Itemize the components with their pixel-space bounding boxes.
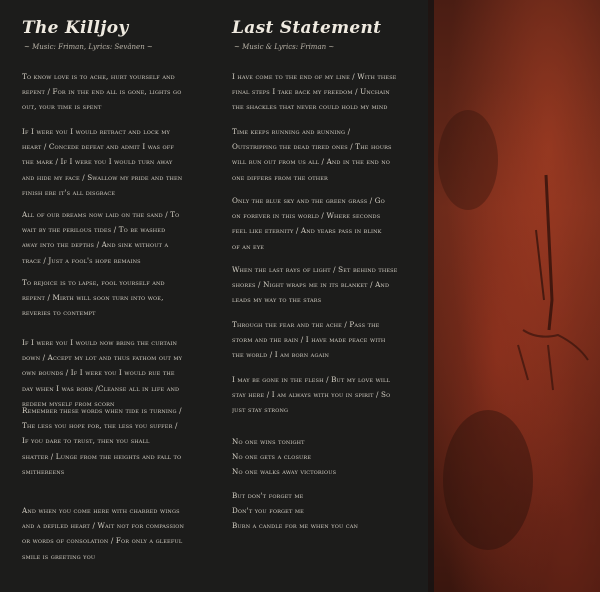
lyrics-line: To rejoice is to lapse, fool yourself and bbox=[22, 278, 165, 287]
lyrics-stanza bbox=[22, 69, 210, 115]
lyrics-line: away into the depths / And sink without a bbox=[22, 240, 169, 250]
lyrics-line: day when I was born /Cleanse all in life and bbox=[22, 383, 180, 393]
lyrics-line: The less you hope for, the less you suffer / bbox=[22, 421, 178, 431]
lyrics-line: wait by the perilous tides / To be washed bbox=[22, 225, 166, 235]
lyrics-line: the shackles that never could hold my mind bbox=[232, 102, 388, 112]
lyrics-line: Only the blue sky and the green grass / Go bbox=[232, 196, 385, 205]
lyrics-line: smile is greeting you bbox=[22, 551, 96, 561]
lyrics-line: feel like eternity / And years pass in blink bbox=[232, 226, 382, 236]
lyrics-line: repent / Mirth will soon turn into woe, bbox=[22, 293, 164, 303]
lyrics-line: If I were you I would retract and lock my bbox=[22, 127, 170, 136]
lyrics-line: storm and the rain / I have made peace with bbox=[232, 335, 386, 345]
song-credit: ~ Music: Friman, Lyrics: Sevänen ~ bbox=[24, 43, 153, 51]
lyrics-line: on forever in this world / Where seconds bbox=[232, 211, 381, 221]
cover-artwork bbox=[428, 0, 600, 592]
lyrics-stanza bbox=[232, 124, 420, 185]
lyrics-line: Through the fear and the ache / Pass the bbox=[232, 320, 380, 329]
lyrics-line: Outstripping the dead tired ones / The hours bbox=[232, 142, 392, 152]
lyrics-line: I may be gone in the flesh / But my love will bbox=[232, 375, 390, 384]
lyrics-line: heart / Concede defeat and admit I was off bbox=[22, 142, 175, 152]
lyrics-stanza bbox=[232, 317, 420, 363]
artwork-illustration bbox=[428, 0, 600, 592]
lyrics-line: trace / Just a fool's hope remains bbox=[22, 255, 141, 265]
lyrics-line: own bounds / If I were you I would rue the bbox=[22, 368, 175, 378]
song-credit: ~ Music & Lyrics: Friman ~ bbox=[234, 43, 335, 51]
lyrics-stanza bbox=[22, 503, 210, 564]
lyrics-line: final steps I take back my freedom / Unchain bbox=[232, 87, 390, 97]
lyrics-line: To know love is to ache, hurt yourself and bbox=[22, 72, 175, 81]
lyrics-line: And when you come here with charred wings bbox=[22, 506, 180, 515]
lyrics-stanza bbox=[22, 207, 210, 268]
lyrics-line: smithereens bbox=[22, 466, 65, 476]
lyrics-stanza bbox=[232, 488, 420, 534]
lyrics-stanza bbox=[232, 434, 420, 480]
lyrics-stanza bbox=[232, 193, 420, 254]
lyrics-line: one differs from the other bbox=[232, 172, 328, 182]
lyrics-stanza bbox=[232, 372, 420, 418]
lyrics-stanza bbox=[22, 403, 210, 479]
lyrics-line: If you dare to trust, then you shall bbox=[22, 436, 150, 446]
lyrics-line: just stay strong bbox=[232, 405, 289, 415]
lyrics-stanza bbox=[22, 335, 210, 411]
lyrics-line: and hide my face / Swallow my pride and then bbox=[22, 172, 183, 182]
lyrics-line: stay here / I am always with you in spirit / So bbox=[232, 390, 391, 400]
lyrics-stanza bbox=[22, 275, 210, 321]
lyrics-line: the mark / If I were you I would turn away bbox=[22, 157, 173, 167]
lyrics-line: Time keeps running and running / bbox=[232, 127, 351, 136]
lyrics-line: finish ere it's all disgrace bbox=[22, 187, 116, 197]
lyrics-line: redeem myself from scorn bbox=[22, 398, 115, 408]
lyrics-line: But don't forget me bbox=[232, 491, 304, 500]
lyrics-line: and a defiled heart / Wait not for compassion bbox=[22, 521, 184, 531]
song-title: Last Statement bbox=[232, 18, 382, 38]
lyrics-line: shores / Night wraps me in its blanket / And bbox=[232, 280, 390, 290]
lyrics-line: No one walks away victorious bbox=[232, 467, 337, 477]
lyrics-line: out, your time is spent bbox=[22, 102, 102, 112]
lyrics-line: Don't you forget me bbox=[232, 506, 304, 516]
lyrics-line: All of our dreams now laid on the sand / To bbox=[22, 210, 180, 219]
lyrics-line: No one wins tonight bbox=[232, 437, 305, 446]
lyrics-line: I have come to the end of my line / With these bbox=[232, 72, 397, 81]
lyrics-line: No one gets a closure bbox=[232, 452, 312, 462]
lyrics-line: shatter / Lunge from the heights and fall to bbox=[22, 451, 182, 461]
lyrics-line: will run out from us all / And in the end no bbox=[232, 157, 391, 167]
lyrics-line: the world / I am born again bbox=[232, 350, 329, 360]
lyrics-stanza bbox=[232, 262, 420, 308]
lyrics-stanza bbox=[22, 124, 210, 200]
lyrics-line: When the last rays of light / Set behind these bbox=[232, 265, 398, 274]
song-title: The Killjoy bbox=[22, 18, 129, 38]
lyrics-line: or words of consolation / For only a gleeful bbox=[22, 536, 183, 546]
lyrics-line: reveries to contempt bbox=[22, 308, 96, 318]
lyrics-line: If I were you I would now bring the curtain bbox=[22, 338, 178, 347]
lyrics-line: down / Accept my lot and thus fathom out my bbox=[22, 353, 183, 363]
lyrics-stanza bbox=[232, 69, 420, 115]
lyrics-line: Burn a candle for me when you can bbox=[232, 521, 359, 531]
lyrics-line: of an eye bbox=[232, 241, 265, 251]
lyrics-line: Remember these words when tide is turning / bbox=[22, 406, 182, 415]
lyrics-line: repent / For in the end all is gone, lights go bbox=[22, 87, 182, 97]
lyrics-line: leads my way to the stars bbox=[232, 295, 322, 305]
